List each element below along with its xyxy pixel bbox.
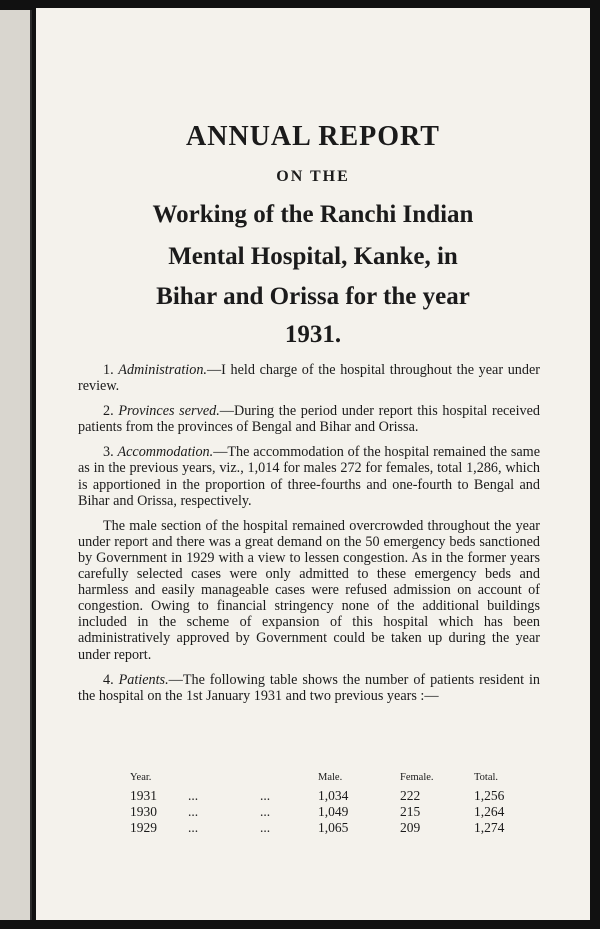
- cell-female: 209: [400, 820, 421, 835]
- paragraph-heading: Patients.: [118, 671, 169, 688]
- table-header: [80, 770, 540, 788]
- paragraph-text: —During the period under report this hospital received patients from the provinces of Bengal and Bihar and Orissa.: [78, 403, 541, 436]
- cell-female: 222: [400, 788, 421, 803]
- cell-year: 1930: [130, 804, 157, 819]
- header-female: Female.: [400, 772, 434, 783]
- title-line-working: Working of the Ranchi Indian: [152, 201, 474, 228]
- patients-table: [80, 770, 540, 836]
- paragraph-heading: Administration.: [118, 362, 207, 378]
- cell-leader: ...: [260, 820, 271, 835]
- paragraph-overcrowding: [78, 518, 540, 663]
- cell-leader: ...: [188, 788, 199, 803]
- paragraph-text: —The following table shows the number of patients resident in the hospital on the 1st January 1931 and two previous years :—: [78, 671, 541, 704]
- paragraph-number: 4.: [103, 671, 119, 688]
- header-total: Total.: [474, 772, 499, 783]
- paragraph-number: 1.: [103, 362, 119, 378]
- title-line-hospital: Mental Hospital, Kanke, in: [168, 243, 458, 270]
- title-annual-report: ANNUAL REPORT: [186, 121, 440, 152]
- cell-leader: ...: [260, 804, 271, 819]
- cell-leader: ...: [188, 820, 199, 835]
- table-row: [80, 820, 540, 836]
- adjacent-page-edge: [0, 10, 32, 920]
- cell-total: 1,274: [474, 820, 505, 835]
- paragraph-text: —The accommodation of the hospital remained the same as in the previous years, viz., 1,014 for males 272 for females, total 1,286, which is apportioned in the proportion of three-fourths and one-fourth to Bengal and Bihar and Orissa, respectively.: [78, 444, 541, 509]
- cell-year: 1929: [130, 820, 157, 835]
- paragraph-accommodation: [78, 444, 540, 508]
- header-male: Male.: [318, 772, 343, 783]
- table-row: [80, 804, 540, 820]
- cell-male: 1,065: [318, 820, 349, 835]
- cell-total: 1,256: [474, 788, 505, 803]
- cell-female: 215: [400, 804, 421, 819]
- paragraph-text: —I held charge of the hospital throughout the year under review.: [78, 362, 540, 395]
- report-page: [36, 8, 590, 920]
- title-year: 1931.: [284, 321, 342, 348]
- title-line-province: Bihar and Orissa for the year: [156, 283, 470, 310]
- paragraph-heading: Accommodation.: [117, 444, 214, 461]
- paragraph-patients: [78, 672, 540, 704]
- cell-leader: ...: [188, 804, 199, 819]
- title-on-the: ON THE: [276, 168, 350, 185]
- cell-male: 1,049: [318, 804, 349, 819]
- report-body: [78, 362, 540, 713]
- header-year: Year.: [130, 772, 152, 783]
- paragraph-number: 2.: [103, 403, 119, 420]
- cell-year: 1931: [130, 788, 157, 803]
- paragraph-provinces: [78, 403, 540, 435]
- paragraph-administration: [78, 362, 540, 394]
- cell-male: 1,034: [318, 788, 349, 803]
- cell-leader: ...: [260, 788, 271, 803]
- paragraph-heading: Provinces served.: [118, 403, 220, 420]
- table-row: [80, 788, 540, 804]
- paragraph-number: 3.: [103, 444, 118, 461]
- cell-total: 1,264: [474, 804, 505, 819]
- paragraph-text: The male section of the hospital remained overcrowded throughout the year under report and there was a great demand on the 50 emergency beds sanctioned by Government in 1929 with a view to lessen congestion. As in the former years carefully selected cases were only admitted to these emergency beds and harmless and easily manageable cases were refused admission on account of congestion. Owing to financial stringency none of the additional buildings included in the scheme of expansion of this hospital which has been administratively approved by Government could be taken up during the year under report.: [78, 517, 540, 663]
